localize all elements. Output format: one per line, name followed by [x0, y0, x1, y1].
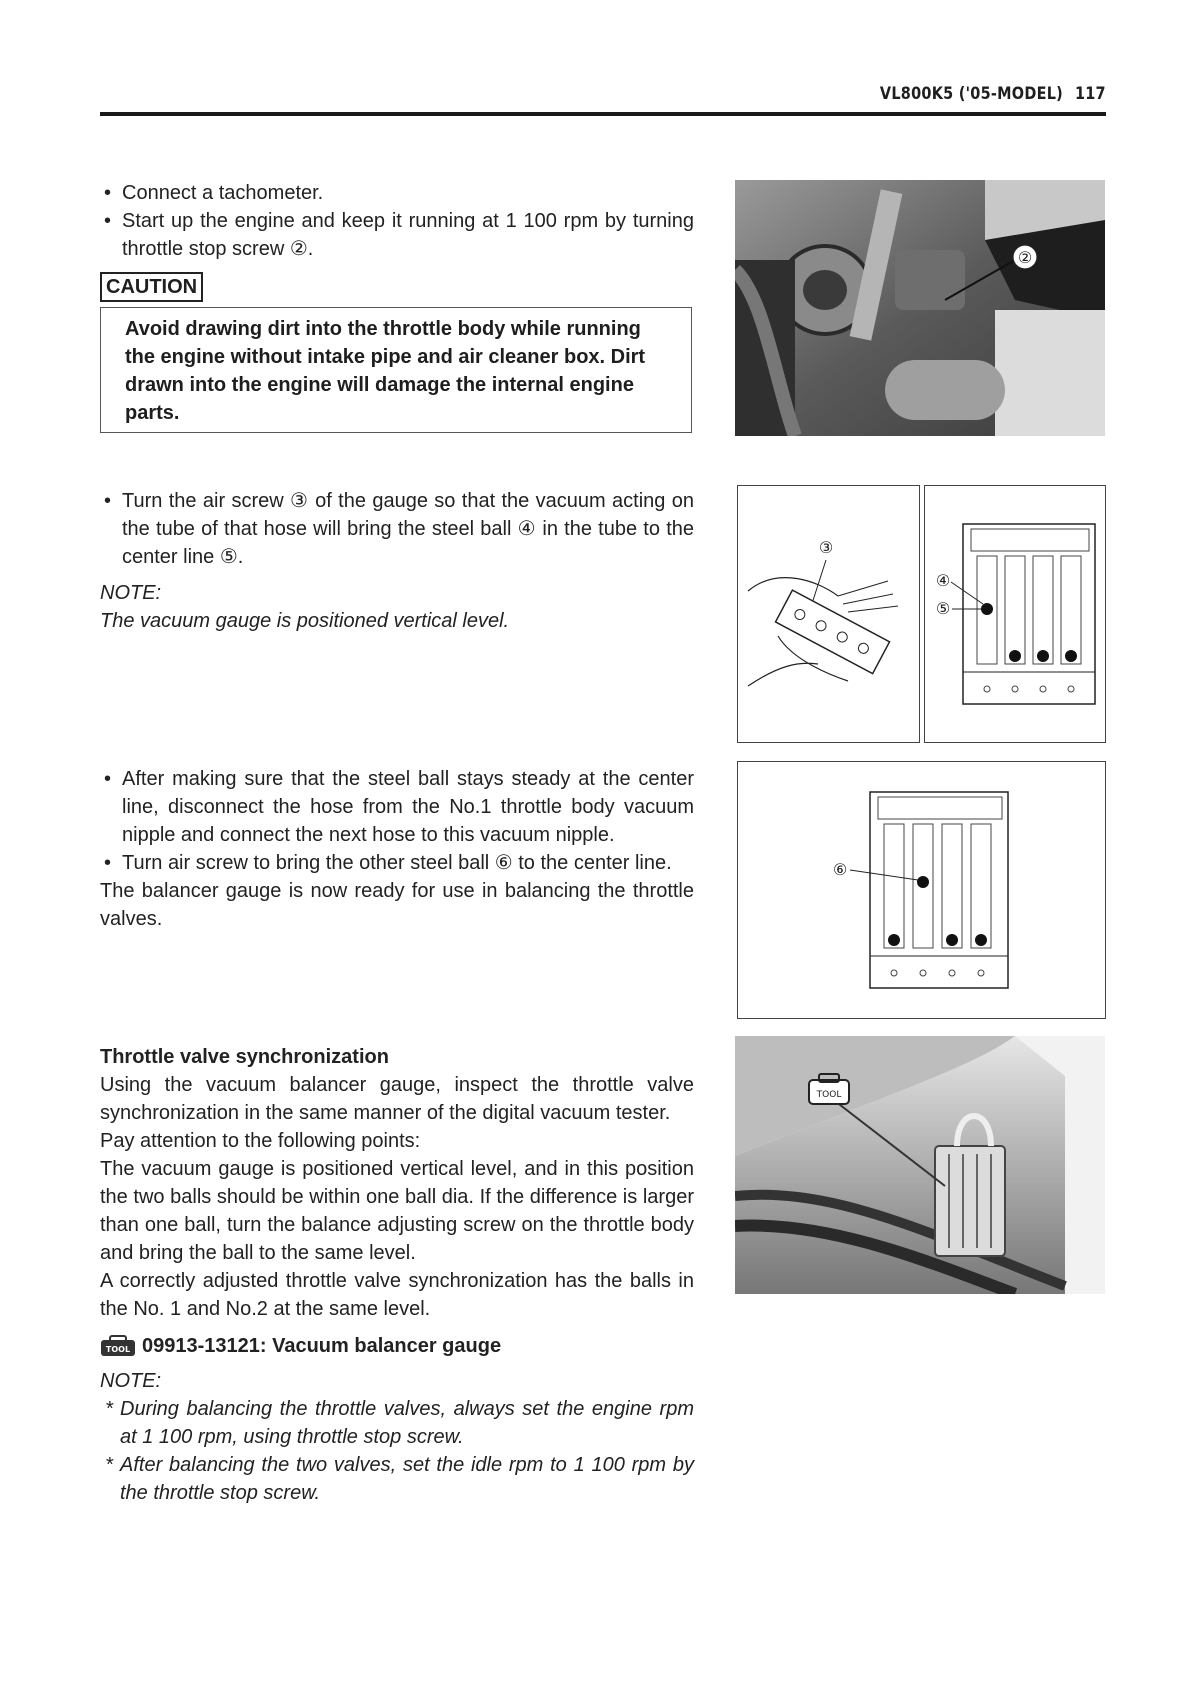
section2: [100, 487, 694, 635]
caution-label: CAUTION: [100, 272, 203, 302]
paragraph: The balancer gauge is now ready for use in balancing the throttle valves.: [100, 880, 694, 930]
tool-text: 09913-13121: Vacuum balancer gauge: [142, 1335, 502, 1357]
page-header: [100, 82, 1106, 116]
gauge-ball-6-figure: [737, 761, 1106, 1019]
tool-line: [100, 1332, 694, 1360]
page-number: 117: [1075, 84, 1106, 104]
callout-6: ⑥: [832, 860, 848, 879]
note-label: NOTE:: [100, 1370, 162, 1392]
bullet-item: • After making sure that the steel ball stays steady at the center line, disconnect the hose from the No.1 throttle body vacuum nipple and connect the next hose to this vacuum nipple.: [100, 765, 694, 849]
note-item: * During balancing the throttle valves, always set the engine rpm at 1 100 rpm, using throttle stop screw.: [100, 1395, 694, 1451]
section-heading: Throttle valve synchronization: [100, 1046, 389, 1068]
bullet-item: • Connect a tachometer.: [100, 179, 694, 207]
engine-photo: [735, 180, 1105, 436]
section1-bullets: [100, 179, 694, 263]
section3: [100, 765, 694, 933]
callout-5: ⑤: [935, 599, 951, 618]
tool-icon: [100, 1335, 136, 1357]
photo-tool-badge: TOOL: [816, 1090, 842, 1100]
gauge-photo-figure: [735, 1036, 1105, 1294]
paragraph: A correctly adjusted throttle valve synchronization has the balls in the No. 1 and No.2 at the same level.: [100, 1270, 694, 1320]
bullet-item: • Turn the air screw ③ of the gauge so that the vacuum acting on the tube of that hose will bring the steel ball ④ in the tube to the center line ⑤.: [100, 487, 694, 571]
gauge-photo: [735, 1036, 1105, 1294]
bullet-item: • Start up the engine and keep it running at 1 100 rpm by turning throttle stop screw ②.: [100, 207, 694, 263]
engine-photo-figure: [735, 180, 1105, 436]
header-text: [880, 84, 1106, 104]
paragraph: Using the vacuum balancer gauge, inspect the throttle valve synchronization in the same manner of the digital vacuum tester.: [100, 1074, 694, 1124]
callout-3: ③: [818, 538, 834, 557]
paragraph: Pay attention to the following points:: [100, 1130, 421, 1152]
gauge-ball-figure: [924, 485, 1106, 743]
callout-4: ④: [935, 571, 951, 590]
caution-box: Avoid drawing dirt into the throttle body while running the engine without intake pipe and air cleaner box. Dirt drawn into the engine will damage the internal engine parts.: [100, 307, 692, 433]
bullet-item: • Turn air screw to bring the other steel ball ⑥ to the center line.: [100, 849, 694, 877]
note-text: The vacuum gauge is positioned vertical level.: [100, 610, 510, 632]
header-title: VL800K5 ('05-MODEL): [880, 84, 1064, 104]
paragraph: The vacuum gauge is positioned vertical level, and in this position the two balls should be within one ball dia. If the difference is larger than one ball, turn the balance adjusting screw on the throttle body and bring the ball to the same level.: [100, 1158, 694, 1264]
air-screw-figure: [737, 485, 920, 743]
tool-badge-text: TOOL: [105, 1345, 131, 1354]
note-label: NOTE:: [100, 582, 162, 604]
callout-2: ②: [1017, 248, 1033, 267]
note-item: * After balancing the two valves, set the idle rpm to 1 100 rpm by the throttle stop screw.: [100, 1451, 694, 1507]
section4: [100, 1043, 694, 1507]
